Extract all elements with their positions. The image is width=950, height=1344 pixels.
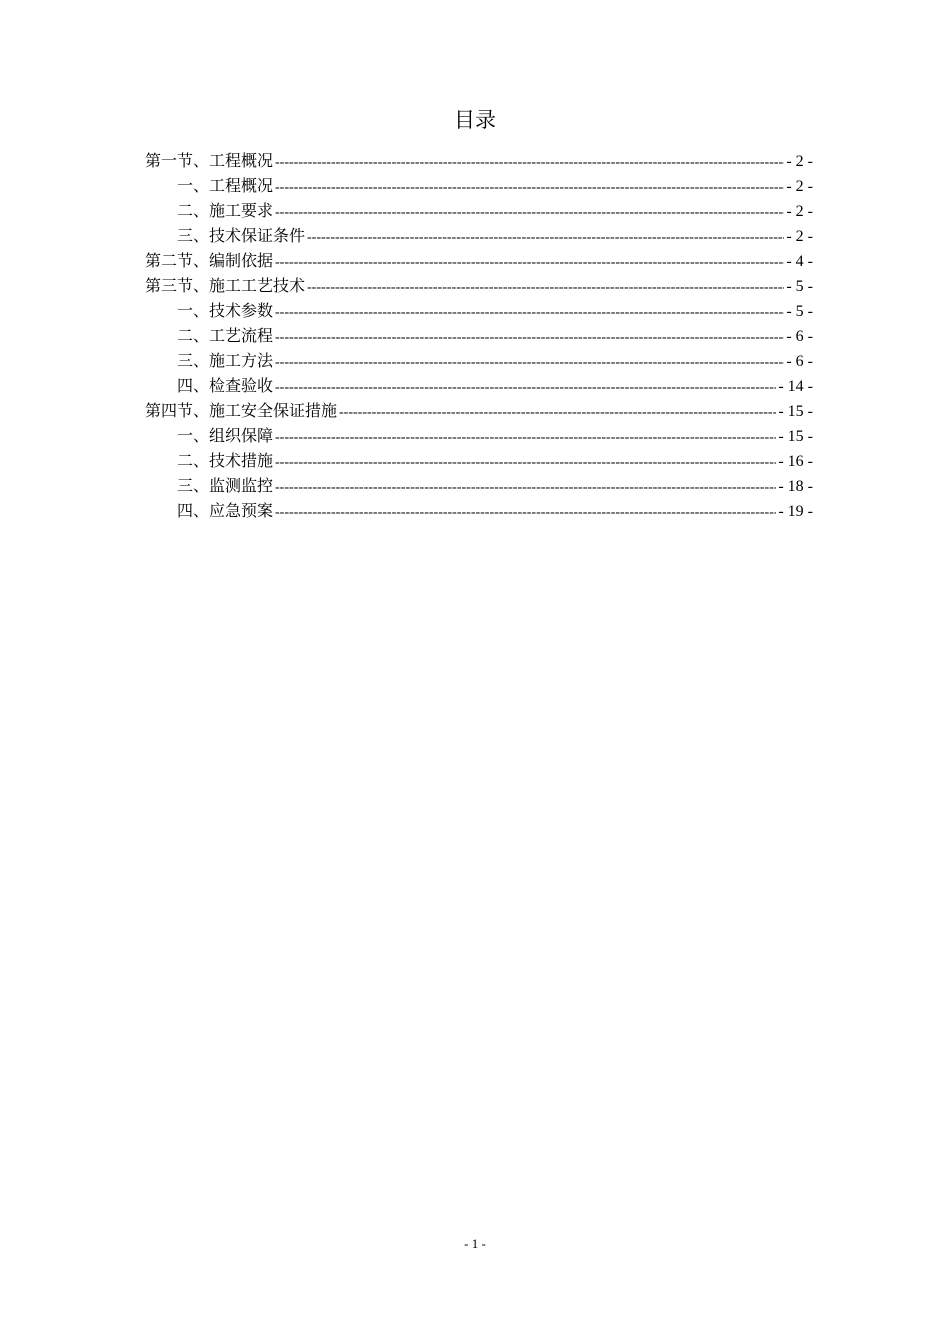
toc-entry-label: 一、组织保障 [177, 426, 274, 445]
toc-entry[interactable] [145, 348, 813, 373]
toc-leader-dots [275, 500, 776, 525]
toc-entry[interactable] [145, 148, 813, 173]
toc-entry-label: 第四节、施工安全保证措施 [145, 401, 338, 420]
toc-leader-dots [275, 425, 776, 450]
toc-entry[interactable] [145, 198, 813, 223]
toc-entry-label: 第一节、工程概况 [145, 151, 274, 170]
toc-leader-dots [275, 175, 784, 200]
toc-entry[interactable] [145, 423, 813, 448]
toc-entry[interactable] [145, 223, 813, 248]
toc-entry-label: 三、监测监控 [177, 476, 274, 495]
toc-entry-page: - 5 - [786, 303, 813, 320]
toc-entry[interactable] [145, 448, 813, 473]
page-number-footer: - 1 - [464, 1236, 486, 1251]
toc-entry-page: - 15 - [778, 428, 813, 445]
toc-entry-label: 二、工艺流程 [177, 326, 274, 345]
toc-entry-label: 四、检查验收 [177, 376, 274, 395]
toc-title: 目录 [454, 108, 496, 132]
toc-entry[interactable] [145, 373, 813, 398]
table-of-contents [145, 148, 813, 523]
toc-entry-page: - 2 - [786, 228, 813, 245]
toc-entry-page: - 5 - [786, 278, 813, 295]
toc-leader-dots [275, 450, 776, 475]
toc-entry-label: 第三节、施工工艺技术 [145, 276, 306, 295]
toc-entry-page: - 2 - [786, 203, 813, 220]
toc-entry-label: 四、应急预案 [177, 501, 274, 520]
toc-entry-page: - 16 - [778, 453, 813, 470]
toc-entry-label: 一、工程概况 [177, 176, 274, 195]
toc-leader-dots [307, 275, 784, 300]
toc-entry[interactable] [145, 323, 813, 348]
toc-leader-dots [275, 250, 784, 275]
toc-entry[interactable] [145, 473, 813, 498]
toc-leader-dots [275, 350, 784, 375]
toc-leader-dots [275, 475, 776, 500]
toc-leader-dots [275, 200, 784, 225]
toc-entry-label: 二、技术措施 [177, 451, 274, 470]
toc-entry[interactable] [145, 298, 813, 323]
toc-entry-page: - 2 - [786, 153, 813, 170]
toc-entry-label: 一、技术参数 [177, 301, 274, 320]
toc-entry[interactable] [145, 248, 813, 273]
toc-entry[interactable] [145, 498, 813, 523]
toc-entry[interactable] [145, 398, 813, 423]
toc-entry-label: 二、施工要求 [177, 201, 274, 220]
toc-entry-page: - 19 - [778, 503, 813, 520]
toc-leader-dots [275, 150, 784, 175]
toc-entry-page: - 6 - [786, 353, 813, 370]
toc-leader-dots [275, 375, 776, 400]
toc-entry-page: - 4 - [786, 253, 813, 270]
toc-leader-dots [339, 400, 776, 425]
toc-entry[interactable] [145, 173, 813, 198]
toc-entry-page: - 18 - [778, 478, 813, 495]
toc-leader-dots [275, 300, 784, 325]
toc-entry-page: - 2 - [786, 178, 813, 195]
toc-entry-page: - 14 - [778, 378, 813, 395]
toc-entry-label: 三、施工方法 [177, 351, 274, 370]
toc-entry[interactable] [145, 273, 813, 298]
toc-entry-page: - 15 - [778, 403, 813, 420]
toc-entry-label: 第二节、编制依据 [145, 251, 274, 270]
toc-leader-dots [275, 325, 784, 350]
toc-leader-dots [307, 225, 784, 250]
toc-entry-page: - 6 - [786, 328, 813, 345]
toc-entry-label: 三、技术保证条件 [177, 226, 306, 245]
